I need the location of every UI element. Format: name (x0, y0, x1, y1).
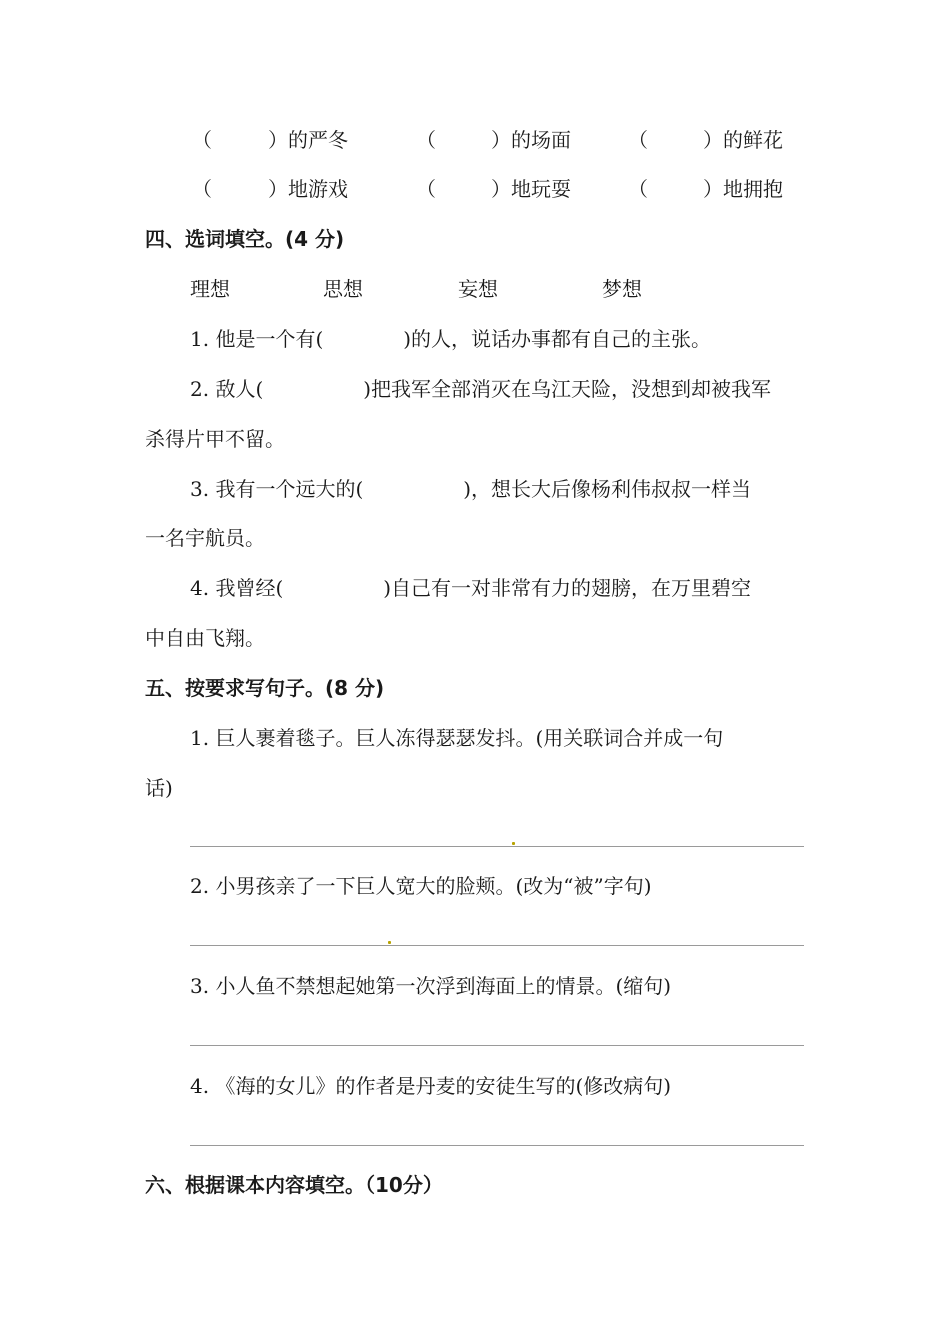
phrase-open: （ (628, 128, 648, 152)
answer-line-5-3[interactable] (190, 1045, 804, 1046)
question-4-3-cont: 一名宇航员。 (145, 526, 265, 550)
phrase-text: ）的场面 (491, 128, 571, 152)
question-4-2-cont: 杀得片甲不留。 (145, 427, 285, 451)
speck (388, 941, 391, 944)
section-6-heading: 六、根据课本内容填空。（10分） (145, 1173, 443, 1197)
question-5-2: 2. 小男孩亲了一下巨人宽大的脸颊。(改为“被”字句) (190, 874, 652, 898)
phrase-open: （ (416, 177, 436, 201)
answer-line-5-1[interactable] (190, 846, 804, 847)
question-5-1: 1. 巨人裹着毯子。巨人冻得瑟瑟发抖。(用关联词合并成一句 (190, 726, 724, 750)
phrase-text: ）的严冬 (268, 128, 348, 152)
phrase-text: ）的鲜花 (703, 128, 783, 152)
phrase-text: ）地游戏 (268, 177, 348, 201)
word-bank-item: 理想 (190, 277, 230, 301)
answer-line-5-2[interactable] (190, 945, 804, 946)
answer-line-5-4[interactable] (190, 1145, 804, 1146)
word-bank-item: 妄想 (458, 277, 498, 301)
question-4-4-cont: 中自由飞翔。 (145, 626, 265, 650)
question-4-1: 1. 他是一个有( )的人，说话办事都有自己的主张。 (190, 327, 712, 351)
phrase-open: （ (416, 128, 436, 152)
question-5-3: 3. 小人鱼不禁想起她第一次浮到海面上的情景。(缩句) (190, 974, 672, 998)
question-4-3: 3. 我有一个远大的( )，想长大后像杨利伟叔叔一样当 (190, 477, 752, 501)
section-5-heading: 五、按要求写句子。(8 分) (145, 676, 385, 700)
phrase-open: （ (628, 177, 648, 201)
question-5-4: 4. 《海的女儿》的作者是丹麦的安徒生写的(修改病句) (190, 1074, 672, 1098)
phrase-open: （ (192, 128, 212, 152)
word-bank-item: 梦想 (602, 277, 642, 301)
question-5-1-cont: 话) (145, 776, 173, 800)
section-4-heading: 四、选词填空。(4 分) (145, 227, 345, 251)
phrase-open: （ (192, 177, 212, 201)
phrase-text: ）地拥抱 (703, 177, 783, 201)
question-4-4: 4. 我曾经( )自己有一对非常有力的翅膀，在万里碧空 (190, 576, 752, 600)
speck (512, 842, 515, 845)
question-4-2: 2. 敌人( )把我军全部消灭在乌江天险，没想到却被我军 (190, 377, 772, 401)
word-bank-item: 思想 (323, 277, 363, 301)
phrase-text: ）地玩耍 (491, 177, 571, 201)
